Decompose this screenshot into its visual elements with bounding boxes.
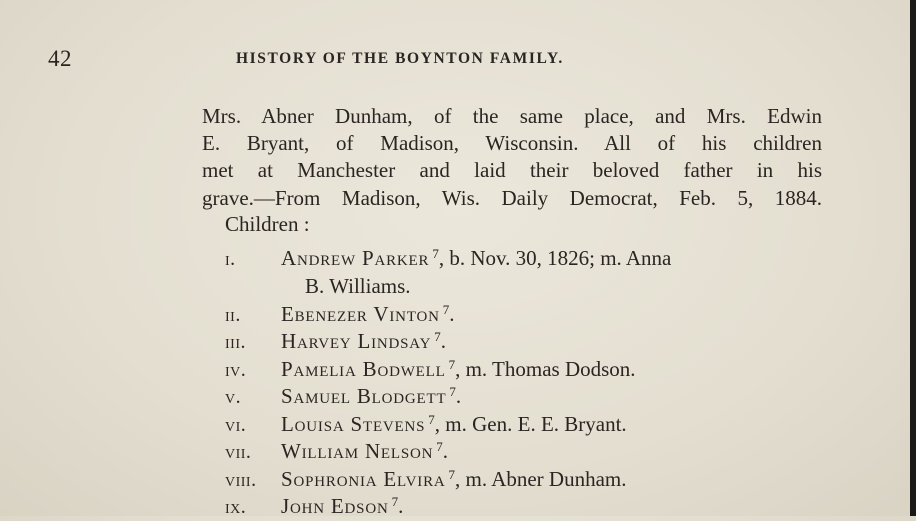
generation-mark: 7 [442,302,450,317]
child-name: John Edson [281,494,389,518]
child-detail: , m. Gen. E. E. Bryant. [434,412,627,436]
child-detail: . [442,439,449,463]
generation-mark: 7 [434,329,441,344]
body-paragraph [202,103,822,212]
child-numeral: vi. [225,414,247,436]
child-detail: , m. Abner Dunham. [455,467,627,491]
child-numeral: vii. [225,441,252,463]
child-detail: . [455,384,462,408]
child-name: Louisa Stevens [281,412,426,436]
page-number: 42 [48,46,72,71]
child-entry-9 [225,488,822,521]
child-name: Samuel Blodgett [281,384,447,408]
children-heading: Children : [225,212,310,236]
generation-mark: 7 [448,357,456,372]
child-name: William Nelson [281,439,434,463]
child-detail: , m. Thomas Dodson. [455,357,636,381]
child-name: Harvey Lindsay [281,329,432,353]
running-head: HISTORY OF THE BOYNTON FAMILY. [236,50,564,67]
generation-mark: 7 [428,412,435,427]
child-numeral: iv. [225,359,247,381]
child-numeral: i. [225,248,236,270]
generation-mark: 7 [448,467,456,482]
child-detail: . [440,329,446,353]
child-name: Pamelia Bodwell [281,357,446,381]
child-name: Andrew Parker [281,246,430,270]
generation-mark: 7 [449,384,456,399]
generation-mark: 7 [432,246,439,261]
child-entry-1 [225,240,822,300]
paragraph-line: grave.—From Madison, Wis. Daily Democrat, Feb. 5, 1884. [202,185,822,210]
child-numeral: ii. [225,304,241,326]
paragraph-line: E. Bryant, of Madison, Wisconsin. All of his children [202,131,822,156]
child-entry-line [225,240,822,273]
page-edge-shadow [910,0,916,516]
child-detail: , b. Nov. 30, 1826; m. Anna [438,246,672,270]
child-numeral: v. [225,386,242,408]
generation-mark: 7 [391,494,399,509]
child-detail-continued: B. Williams. [305,274,411,299]
paragraph-line: met at Manchester and laid their beloved father in his [202,158,822,183]
child-numeral: ix. [225,496,247,518]
child-name: Ebenezer Vinton [281,302,440,326]
paragraph-line: Mrs. Abner Dunham, of the same place, and Mrs. Edwin [202,104,822,128]
child-name: Sophronia Elvira [281,467,446,491]
child-numeral: iii. [225,331,246,353]
generation-mark: 7 [436,439,443,454]
child-detail: . [449,302,455,326]
child-detail: . [398,494,404,518]
child-numeral: viii. [225,469,257,491]
